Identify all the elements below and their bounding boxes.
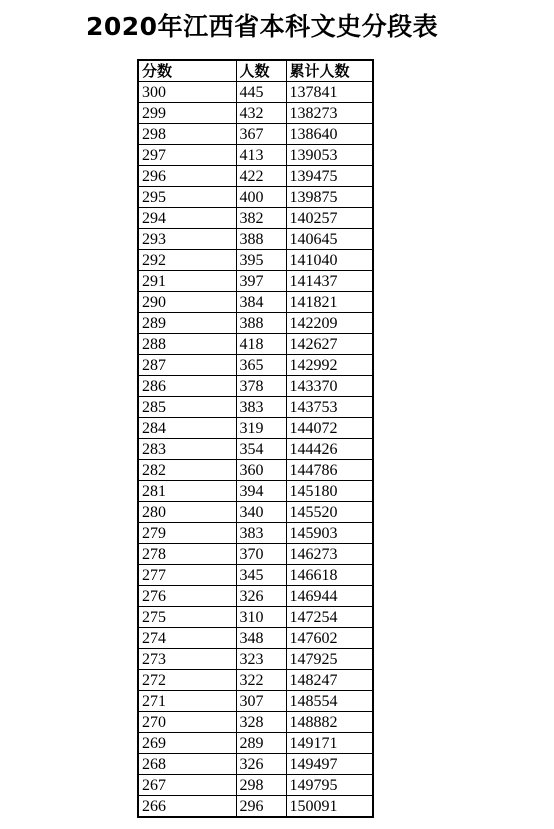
- cell-count: 394: [236, 481, 286, 502]
- table-row: [138, 292, 373, 313]
- cell-cumulative: 149795: [286, 775, 373, 796]
- cell-score: 269: [138, 733, 236, 754]
- cell-count: 326: [236, 586, 286, 607]
- cell-score: 273: [138, 649, 236, 670]
- cell-cumulative: 148247: [286, 670, 373, 691]
- table-row: [138, 313, 373, 334]
- table-row: [138, 544, 373, 565]
- cell-count: 345: [236, 565, 286, 586]
- cell-score: 281: [138, 481, 236, 502]
- cell-score: 284: [138, 418, 236, 439]
- cell-cumulative: 139053: [286, 145, 373, 166]
- cell-cumulative: 145180: [286, 481, 373, 502]
- table-row: [138, 754, 373, 775]
- cell-count: 418: [236, 334, 286, 355]
- cell-score: 283: [138, 439, 236, 460]
- cell-score: 289: [138, 313, 236, 334]
- cell-score: 267: [138, 775, 236, 796]
- table-row: [138, 187, 373, 208]
- table-row: [138, 481, 373, 502]
- cell-cumulative: 145520: [286, 502, 373, 523]
- cell-score: 275: [138, 607, 236, 628]
- cell-cumulative: 141437: [286, 271, 373, 292]
- table-row: [138, 418, 373, 439]
- table-row: [138, 460, 373, 481]
- table-row: [138, 208, 373, 229]
- cell-score: 268: [138, 754, 236, 775]
- table-row: [138, 397, 373, 418]
- cell-count: 289: [236, 733, 286, 754]
- cell-score: 288: [138, 334, 236, 355]
- table-row: [138, 82, 373, 103]
- cell-count: 395: [236, 250, 286, 271]
- cell-cumulative: 148882: [286, 712, 373, 733]
- table-row: [138, 775, 373, 796]
- cell-count: 370: [236, 544, 286, 565]
- cell-score: 272: [138, 670, 236, 691]
- cell-count: 360: [236, 460, 286, 481]
- cell-score: 277: [138, 565, 236, 586]
- cell-cumulative: 144786: [286, 460, 373, 481]
- cell-score: 287: [138, 355, 236, 376]
- cell-cumulative: 146273: [286, 544, 373, 565]
- cell-cumulative: 141821: [286, 292, 373, 313]
- table-row: [138, 523, 373, 544]
- table-header-row: [138, 60, 373, 82]
- cell-cumulative: 143753: [286, 397, 373, 418]
- table-row: [138, 250, 373, 271]
- cell-count: 323: [236, 649, 286, 670]
- cell-count: 298: [236, 775, 286, 796]
- cell-score: 296: [138, 166, 236, 187]
- table-row: [138, 670, 373, 691]
- table-row: [138, 334, 373, 355]
- cell-cumulative: 147254: [286, 607, 373, 628]
- cell-cumulative: 149497: [286, 754, 373, 775]
- table-body: [138, 82, 373, 818]
- cell-score: 274: [138, 628, 236, 649]
- cell-score: 266: [138, 796, 236, 818]
- cell-count: 326: [236, 754, 286, 775]
- cell-score: 280: [138, 502, 236, 523]
- cell-score: 293: [138, 229, 236, 250]
- cell-count: 328: [236, 712, 286, 733]
- table-row: [138, 166, 373, 187]
- cell-score: 292: [138, 250, 236, 271]
- table-row: [138, 376, 373, 397]
- cell-count: 348: [236, 628, 286, 649]
- cell-count: 367: [236, 124, 286, 145]
- cell-count: 388: [236, 313, 286, 334]
- cell-cumulative: 143370: [286, 376, 373, 397]
- cell-cumulative: 140257: [286, 208, 373, 229]
- table-row: [138, 607, 373, 628]
- cell-count: 378: [236, 376, 286, 397]
- cell-count: 322: [236, 670, 286, 691]
- table-row: [138, 586, 373, 607]
- table-row: [138, 103, 373, 124]
- cell-score: 282: [138, 460, 236, 481]
- cell-cumulative: 147602: [286, 628, 373, 649]
- cell-score: 286: [138, 376, 236, 397]
- table-row: [138, 733, 373, 754]
- cell-count: 397: [236, 271, 286, 292]
- cell-count: 445: [236, 82, 286, 103]
- cell-score: 279: [138, 523, 236, 544]
- cell-count: 432: [236, 103, 286, 124]
- table-row: [138, 649, 373, 670]
- cell-cumulative: 144426: [286, 439, 373, 460]
- header-cumulative: 累计人数: [286, 60, 373, 82]
- cell-count: 384: [236, 292, 286, 313]
- cell-count: 413: [236, 145, 286, 166]
- cell-score: 298: [138, 124, 236, 145]
- table-row: [138, 271, 373, 292]
- cell-score: 276: [138, 586, 236, 607]
- cell-cumulative: 142992: [286, 355, 373, 376]
- cell-score: 291: [138, 271, 236, 292]
- cell-score: 290: [138, 292, 236, 313]
- cell-cumulative: 149171: [286, 733, 373, 754]
- cell-count: 388: [236, 229, 286, 250]
- table-row: [138, 502, 373, 523]
- cell-count: 383: [236, 523, 286, 544]
- cell-count: 382: [236, 208, 286, 229]
- cell-score: 271: [138, 691, 236, 712]
- cell-score: 300: [138, 82, 236, 103]
- cell-cumulative: 145903: [286, 523, 373, 544]
- cell-cumulative: 150091: [286, 796, 373, 818]
- cell-count: 310: [236, 607, 286, 628]
- cell-score: 278: [138, 544, 236, 565]
- table-row: [138, 691, 373, 712]
- header-score: 分数: [138, 60, 236, 82]
- cell-score: 270: [138, 712, 236, 733]
- cell-cumulative: 148554: [286, 691, 373, 712]
- cell-cumulative: 138273: [286, 103, 373, 124]
- cell-cumulative: 147925: [286, 649, 373, 670]
- cell-count: 307: [236, 691, 286, 712]
- table-row: [138, 229, 373, 250]
- cell-count: 296: [236, 796, 286, 818]
- table-row: [138, 439, 373, 460]
- cell-cumulative: 137841: [286, 82, 373, 103]
- cell-count: 400: [236, 187, 286, 208]
- cell-score: 294: [138, 208, 236, 229]
- cell-score: 297: [138, 145, 236, 166]
- table-row: [138, 355, 373, 376]
- cell-cumulative: 146618: [286, 565, 373, 586]
- page-title: 2020年江西省本科文史分段表: [86, 12, 439, 41]
- cell-count: 354: [236, 439, 286, 460]
- header-count: 人数: [236, 60, 286, 82]
- cell-count: 340: [236, 502, 286, 523]
- cell-cumulative: 142209: [286, 313, 373, 334]
- cell-count: 365: [236, 355, 286, 376]
- cell-cumulative: 138640: [286, 124, 373, 145]
- table-row: [138, 628, 373, 649]
- cell-cumulative: 140645: [286, 229, 373, 250]
- cell-cumulative: 146944: [286, 586, 373, 607]
- table-row: [138, 124, 373, 145]
- cell-count: 319: [236, 418, 286, 439]
- table-row: [138, 565, 373, 586]
- table-row: [138, 796, 373, 818]
- table-row: [138, 712, 373, 733]
- cell-score: 295: [138, 187, 236, 208]
- table-row: [138, 145, 373, 166]
- cell-cumulative: 139875: [286, 187, 373, 208]
- cell-cumulative: 141040: [286, 250, 373, 271]
- cell-score: 299: [138, 103, 236, 124]
- cell-cumulative: 142627: [286, 334, 373, 355]
- cell-cumulative: 144072: [286, 418, 373, 439]
- cell-count: 383: [236, 397, 286, 418]
- cell-cumulative: 139475: [286, 166, 373, 187]
- cell-count: 422: [236, 166, 286, 187]
- cell-score: 285: [138, 397, 236, 418]
- score-distribution-table: [137, 59, 374, 818]
